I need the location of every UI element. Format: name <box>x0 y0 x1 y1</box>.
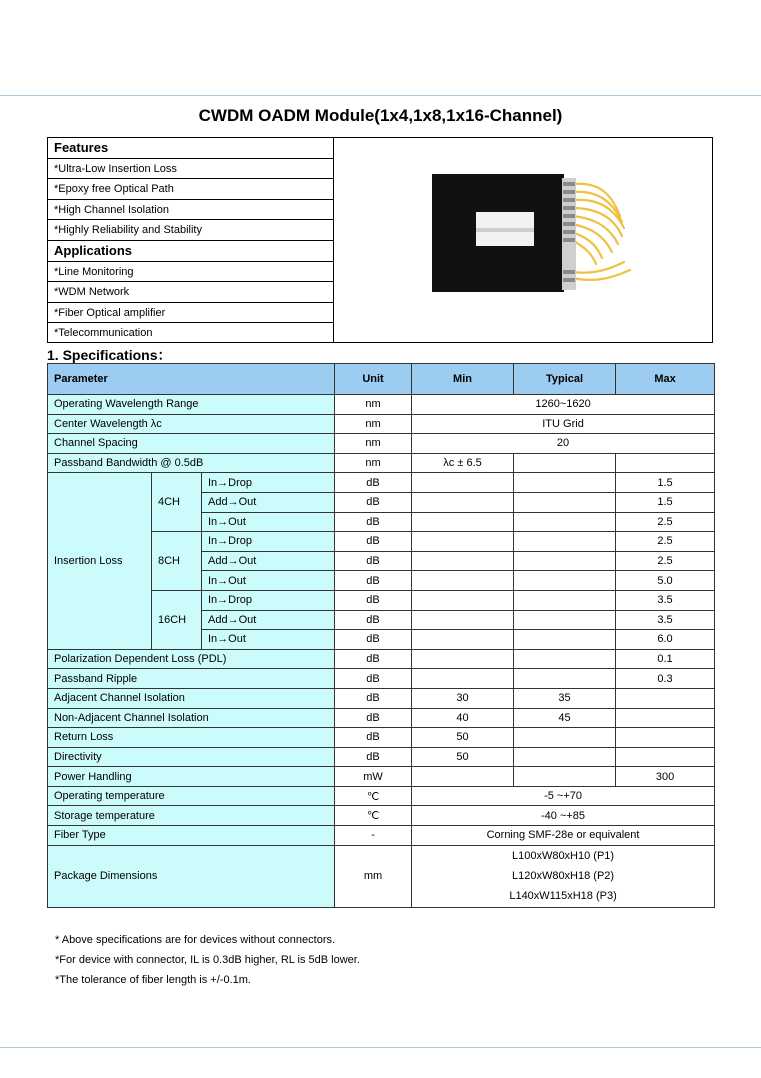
max-cell: 2.5 <box>616 532 715 552</box>
unit-cell: nm <box>335 453 412 473</box>
header-max: Max <box>616 364 715 395</box>
unit-cell: dB <box>335 512 412 532</box>
unit-cell: dB <box>335 630 412 650</box>
param-label: Passband Ripple <box>48 669 335 689</box>
unit-cell: dB <box>335 551 412 571</box>
value-cell: -40 ~+85 <box>412 806 715 826</box>
unit-cell: dB <box>335 747 412 767</box>
min-cell <box>412 473 514 493</box>
table-row <box>48 688 715 708</box>
footnote: *The tolerance of fiber length is +/-0.1m. <box>55 974 251 986</box>
max-cell: 3.5 <box>616 590 715 610</box>
param-label: Package Dimensions <box>48 845 335 907</box>
application-item: *Line Monitoring <box>48 262 333 283</box>
unit-cell: dB <box>335 473 412 493</box>
unit-cell: - <box>335 826 412 846</box>
min-cell <box>412 492 514 512</box>
path-label: In→Drop <box>202 532 335 552</box>
header-parameter: Parameter <box>48 364 335 395</box>
typical-cell <box>514 767 616 787</box>
typical-cell <box>514 571 616 591</box>
value-cell: -5 ~+70 <box>412 786 715 806</box>
max-cell <box>616 747 715 767</box>
min-cell <box>412 551 514 571</box>
table-row <box>48 806 715 826</box>
min-cell <box>412 571 514 591</box>
unit-cell: dB <box>335 708 412 728</box>
unit-cell: dB <box>335 688 412 708</box>
typical-cell <box>514 728 616 748</box>
path-label: In→Drop <box>202 473 335 493</box>
table-row <box>48 434 715 454</box>
param-label: Operating Wavelength Range <box>48 395 335 415</box>
min-cell <box>412 767 514 787</box>
oadm-module-image <box>334 138 712 342</box>
channel-count: 16CH <box>152 590 202 649</box>
table-row <box>48 395 715 415</box>
table-row <box>48 767 715 787</box>
typical-cell <box>514 551 616 571</box>
min-cell <box>412 649 514 669</box>
min-cell <box>412 590 514 610</box>
table-header-row <box>48 364 715 395</box>
min-cell <box>412 532 514 552</box>
max-cell: 3.5 <box>616 610 715 630</box>
max-cell: 0.3 <box>616 669 715 689</box>
param-label: Fiber Type <box>48 826 335 846</box>
page-title: CWDM OADM Module(1x4,1x8,1x16-Channel) <box>198 106 563 125</box>
param-label: Operating temperature <box>48 786 335 806</box>
unit-cell: dB <box>335 649 412 669</box>
value-cell: ITU Grid <box>412 414 715 434</box>
unit-cell: ℃ <box>335 786 412 806</box>
table-row <box>48 728 715 748</box>
typical-cell <box>514 747 616 767</box>
table-row <box>48 747 715 767</box>
max-cell: 1.5 <box>616 492 715 512</box>
min-cell: 40 <box>412 708 514 728</box>
unit-cell: dB <box>335 492 412 512</box>
param-label: Channel Spacing <box>48 434 335 454</box>
value-cell: 1260~1620 <box>412 395 715 415</box>
path-label: In→Out <box>202 630 335 650</box>
features-block <box>47 137 713 343</box>
min-cell <box>412 630 514 650</box>
unit-cell: dB <box>335 532 412 552</box>
footnote: * Above specifications are for devices without connectors. <box>55 934 336 946</box>
bottom-rule <box>0 1047 761 1048</box>
typical-cell <box>514 473 616 493</box>
unit-cell: dB <box>335 571 412 591</box>
param-label: Insertion Loss <box>48 473 152 649</box>
channel-count: 8CH <box>152 532 202 591</box>
path-label: In→Drop <box>202 590 335 610</box>
feature-item: *Highly Reliability and Stability <box>48 220 333 241</box>
table-row <box>48 649 715 669</box>
param-label: Polarization Dependent Loss (PDL) <box>48 649 335 669</box>
param-label: Non-Adjacent Channel Isolation <box>48 708 335 728</box>
min-cell <box>412 512 514 532</box>
path-label: In→Out <box>202 512 335 532</box>
package-option: L100xW80xH10 (P1) <box>511 849 615 862</box>
typical-cell <box>514 649 616 669</box>
value-cell <box>412 845 715 907</box>
typical-cell <box>514 512 616 532</box>
typical-cell <box>514 453 616 473</box>
typical-cell: 45 <box>514 708 616 728</box>
min-cell: 30 <box>412 688 514 708</box>
unit-cell: dB <box>335 610 412 630</box>
min-cell <box>412 669 514 689</box>
unit-cell: dB <box>335 669 412 689</box>
package-option: L140xW115xH18 (P3) <box>509 890 617 903</box>
applications-heading: Applications <box>48 241 333 262</box>
features-heading: Features <box>48 138 333 159</box>
unit-cell: dB <box>335 590 412 610</box>
table-row <box>48 708 715 728</box>
max-cell: 5.0 <box>616 571 715 591</box>
min-cell <box>412 610 514 630</box>
top-rule <box>0 95 761 96</box>
typical-cell: 35 <box>514 688 616 708</box>
value-cell: 20 <box>412 434 715 454</box>
max-cell <box>616 688 715 708</box>
param-label: Storage temperature <box>48 806 335 826</box>
min-cell: λc ± 6.5 <box>412 453 514 473</box>
path-label: In→Out <box>202 571 335 591</box>
max-cell: 2.5 <box>616 551 715 571</box>
unit-cell: nm <box>335 395 412 415</box>
typical-cell <box>514 532 616 552</box>
typical-cell <box>514 610 616 630</box>
table-row <box>48 826 715 846</box>
unit-cell: nm <box>335 414 412 434</box>
features-list <box>48 138 334 342</box>
table-row <box>48 786 715 806</box>
table-row <box>48 414 715 434</box>
unit-cell: dB <box>335 728 412 748</box>
application-item: *WDM Network <box>48 282 333 303</box>
table-row <box>48 453 715 473</box>
typical-cell <box>514 492 616 512</box>
table-row <box>48 473 715 493</box>
footnote: *For device with connector, IL is 0.3dB higher, RL is 5dB lower. <box>55 954 360 966</box>
path-label: Add→Out <box>202 492 335 512</box>
typical-cell <box>514 590 616 610</box>
header-unit: Unit <box>335 364 412 395</box>
value-cell: Corning SMF-28e or equivalent <box>412 826 715 846</box>
max-cell: 2.5 <box>616 512 715 532</box>
unit-cell: mW <box>335 767 412 787</box>
max-cell <box>616 453 715 473</box>
typical-cell <box>514 630 616 650</box>
product-photo <box>334 138 712 342</box>
table-row <box>48 669 715 689</box>
param-label: Adjacent Channel Isolation <box>48 688 335 708</box>
max-cell: 6.0 <box>616 630 715 650</box>
feature-item: *Ultra-Low Insertion Loss <box>48 159 333 180</box>
path-label: Add→Out <box>202 551 335 571</box>
max-cell: 1.5 <box>616 473 715 493</box>
unit-cell: mm <box>335 845 412 907</box>
max-cell <box>616 708 715 728</box>
param-label: Passband Bandwidth @ 0.5dB <box>48 453 335 473</box>
table-row <box>48 845 715 907</box>
header-typical: Typical <box>514 364 616 395</box>
specifications-heading: 1. Specifications： <box>47 347 172 363</box>
min-cell: 50 <box>412 747 514 767</box>
path-label: Add→Out <box>202 610 335 630</box>
max-cell <box>616 728 715 748</box>
param-label: Power Handling <box>48 767 335 787</box>
application-item: *Telecommunication <box>54 327 153 340</box>
unit-cell: nm <box>335 434 412 454</box>
channel-count: 4CH <box>152 473 202 532</box>
min-cell: 50 <box>412 728 514 748</box>
application-item: *Fiber Optical amplifier <box>48 303 333 324</box>
package-option: L120xW80xH18 (P2) <box>511 869 615 882</box>
param-label: Directivity <box>48 747 335 767</box>
feature-item: *High Channel Isolation <box>48 200 333 221</box>
specifications-table <box>47 363 715 908</box>
header-min: Min <box>412 364 514 395</box>
feature-item: *Epoxy free Optical Path <box>48 179 333 200</box>
typical-cell <box>514 669 616 689</box>
param-label: Return Loss <box>48 728 335 748</box>
max-cell: 300 <box>616 767 715 787</box>
param-label: Center Wavelength λc <box>48 414 335 434</box>
max-cell: 0.1 <box>616 649 715 669</box>
unit-cell: ℃ <box>335 806 412 826</box>
